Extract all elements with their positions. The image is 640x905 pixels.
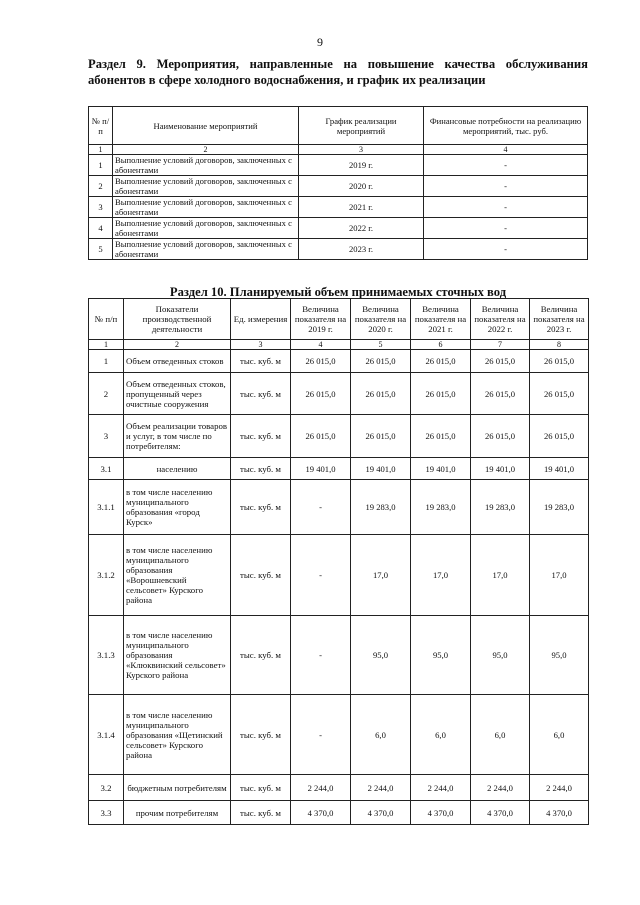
header-cell: График реализации мероприятий	[299, 107, 424, 145]
table-row	[89, 480, 589, 535]
value-2019: 26 015,0	[291, 373, 351, 415]
indicator-name: прочим потребителям	[124, 801, 231, 825]
value-2021: 6,0	[411, 695, 471, 775]
row-number: 2	[89, 176, 113, 197]
value-2019: 26 015,0	[291, 350, 351, 373]
column-number: 4	[291, 340, 351, 350]
header-cell: Ед. измерения	[231, 299, 291, 340]
schedule-year: 2023 г.	[299, 239, 424, 260]
header-cell: Величина показателя на 2023 г.	[530, 299, 589, 340]
activity-name: Выполнение условий договоров, заключенных с абонентами	[113, 155, 299, 176]
row-number: 2	[89, 373, 124, 415]
value-2021: 19 401,0	[411, 458, 471, 480]
indicator-name: Объем реализации товаров и услуг, в том числе по потребителям:	[124, 415, 231, 458]
value-2023: 95,0	[530, 616, 589, 695]
value-2020: 26 015,0	[351, 415, 411, 458]
financial-need: -	[424, 239, 588, 260]
row-number: 3.1.4	[89, 695, 124, 775]
value-2023: 17,0	[530, 535, 589, 616]
value-2019: 26 015,0	[291, 415, 351, 458]
value-2021: 17,0	[411, 535, 471, 616]
unit: тыс. куб. м	[231, 415, 291, 458]
page-number: 9	[317, 35, 323, 49]
unit: тыс. куб. м	[231, 458, 291, 480]
table-header-row	[89, 107, 588, 145]
column-number: 5	[351, 340, 411, 350]
activity-name: Выполнение условий договоров, заключенных с абонентами	[113, 218, 299, 239]
column-number: 6	[411, 340, 471, 350]
indicator-name: населению	[124, 458, 231, 480]
value-2020: 95,0	[351, 616, 411, 695]
value-2023: 26 015,0	[530, 373, 589, 415]
header-cell: № п/п	[89, 107, 113, 145]
value-2021: 2 244,0	[411, 775, 471, 801]
unit: тыс. куб. м	[231, 535, 291, 616]
column-number: 3	[231, 340, 291, 350]
indicator-name: в том числе населению муниципального образования «Клюквинский сельсовет» Курского района	[124, 616, 231, 695]
schedule-year: 2019 г.	[299, 155, 424, 176]
section-10-title: Раздел 10. Планируемый объем принимаемых сточных вод	[169, 285, 507, 299]
unit: тыс. куб. м	[231, 616, 291, 695]
financial-need: -	[424, 218, 588, 239]
table-row	[89, 458, 589, 480]
activity-name: Выполнение условий договоров, заключенных с абонентами	[113, 176, 299, 197]
value-2021: 4 370,0	[411, 801, 471, 825]
header-cell: Величина показателя на 2022 г.	[471, 299, 530, 340]
table-row	[89, 535, 589, 616]
table-row	[89, 176, 588, 197]
row-number: 1	[89, 155, 113, 176]
row-number: 3.1.3	[89, 616, 124, 695]
value-2023: 26 015,0	[530, 415, 589, 458]
indicator-name: в том числе населению муниципального образования «Щетинский сельсовет» Курского района	[124, 695, 231, 775]
header-cell: Величина показателя на 2021 г.	[411, 299, 471, 340]
header-cell: Величина показателя на 2020 г.	[351, 299, 411, 340]
financial-need: -	[424, 155, 588, 176]
value-2023: 2 244,0	[530, 775, 589, 801]
indicator-name: в том числе населению муниципального образования «Ворошневский сельсовет» Курского района	[124, 535, 231, 616]
table-row	[89, 801, 589, 825]
value-2022: 2 244,0	[471, 775, 530, 801]
unit: тыс. куб. м	[231, 480, 291, 535]
activity-name: Выполнение условий договоров, заключенных с абонентами	[113, 197, 299, 218]
table-row	[89, 775, 589, 801]
column-number: 2	[124, 340, 231, 350]
column-number: 1	[89, 340, 124, 350]
unit: тыс. куб. м	[231, 373, 291, 415]
table-row	[89, 218, 588, 239]
row-number: 3.1	[89, 458, 124, 480]
schedule-year: 2020 г.	[299, 176, 424, 197]
value-2021: 95,0	[411, 616, 471, 695]
value-2020: 26 015,0	[351, 373, 411, 415]
row-number: 3.2	[89, 775, 124, 801]
value-2023: 26 015,0	[530, 350, 589, 373]
value-2020: 2 244,0	[351, 775, 411, 801]
column-number: 3	[299, 145, 424, 155]
financial-need: -	[424, 197, 588, 218]
section-10-table	[88, 298, 589, 825]
value-2019: -	[291, 695, 351, 775]
value-2022: 19 283,0	[471, 480, 530, 535]
value-2022: 26 015,0	[471, 415, 530, 458]
value-2020: 19 283,0	[351, 480, 411, 535]
unit: тыс. куб. м	[231, 350, 291, 373]
column-number: 2	[113, 145, 299, 155]
table-row	[89, 350, 589, 373]
column-number-row	[89, 145, 588, 155]
unit: тыс. куб. м	[231, 775, 291, 801]
table-row	[89, 415, 589, 458]
indicator-name: Объем отведенных стоков, пропущенный через очистные сооружения	[124, 373, 231, 415]
value-2022: 4 370,0	[471, 801, 530, 825]
value-2021: 26 015,0	[411, 373, 471, 415]
table-row	[89, 695, 589, 775]
value-2022: 17,0	[471, 535, 530, 616]
header-cell: № п/п	[89, 299, 124, 340]
row-number: 5	[89, 239, 113, 260]
value-2019: 19 401,0	[291, 458, 351, 480]
value-2020: 26 015,0	[351, 350, 411, 373]
row-number: 3	[89, 415, 124, 458]
column-number: 1	[89, 145, 113, 155]
table-row	[89, 373, 589, 415]
table-row	[89, 155, 588, 176]
value-2023: 19 401,0	[530, 458, 589, 480]
value-2019: -	[291, 616, 351, 695]
row-number: 3.1.2	[89, 535, 124, 616]
indicator-name: в том числе населению муниципального образования «город Курск»	[124, 480, 231, 535]
value-2023: 6,0	[530, 695, 589, 775]
unit: тыс. куб. м	[231, 801, 291, 825]
section-9-title: Раздел 9. Мероприятия, направленные на повышение качества обслуживания абонентов в сфере холодного водоснабжения, и график их реализации	[88, 57, 588, 87]
value-2019: -	[291, 480, 351, 535]
value-2022: 6,0	[471, 695, 530, 775]
column-number: 7	[471, 340, 530, 350]
value-2023: 19 283,0	[530, 480, 589, 535]
value-2022: 26 015,0	[471, 350, 530, 373]
value-2020: 19 401,0	[351, 458, 411, 480]
activity-name: Выполнение условий договоров, заключенных с абонентами	[113, 239, 299, 260]
value-2019: -	[291, 535, 351, 616]
row-number: 3.1.1	[89, 480, 124, 535]
value-2022: 19 401,0	[471, 458, 530, 480]
value-2020: 6,0	[351, 695, 411, 775]
schedule-year: 2022 г.	[299, 218, 424, 239]
header-cell: Показатели производственной деятельности	[124, 299, 231, 340]
table-header-row	[89, 299, 589, 340]
header-cell: Величина показателя на 2019 г.	[291, 299, 351, 340]
value-2021: 19 283,0	[411, 480, 471, 535]
value-2023: 4 370,0	[530, 801, 589, 825]
value-2019: 4 370,0	[291, 801, 351, 825]
section-9-table	[88, 106, 588, 260]
table-row	[89, 616, 589, 695]
column-number-row	[89, 340, 589, 350]
column-number: 8	[530, 340, 589, 350]
value-2022: 26 015,0	[471, 373, 530, 415]
value-2021: 26 015,0	[411, 415, 471, 458]
financial-need: -	[424, 176, 588, 197]
value-2019: 2 244,0	[291, 775, 351, 801]
value-2021: 26 015,0	[411, 350, 471, 373]
row-number: 4	[89, 218, 113, 239]
row-number: 1	[89, 350, 124, 373]
indicator-name: бюджетным потребителям	[124, 775, 231, 801]
table-row	[89, 197, 588, 218]
column-number: 4	[424, 145, 588, 155]
row-number: 3.3	[89, 801, 124, 825]
schedule-year: 2021 г.	[299, 197, 424, 218]
value-2020: 4 370,0	[351, 801, 411, 825]
unit: тыс. куб. м	[231, 695, 291, 775]
value-2022: 95,0	[471, 616, 530, 695]
header-cell: Наименование мероприятий	[113, 107, 299, 145]
indicator-name: Объем отведенных стоков	[124, 350, 231, 373]
table-row	[89, 239, 588, 260]
header-cell: Финансовые потребности на реализацию мероприятий, тыс. руб.	[424, 107, 588, 145]
value-2020: 17,0	[351, 535, 411, 616]
row-number: 3	[89, 197, 113, 218]
